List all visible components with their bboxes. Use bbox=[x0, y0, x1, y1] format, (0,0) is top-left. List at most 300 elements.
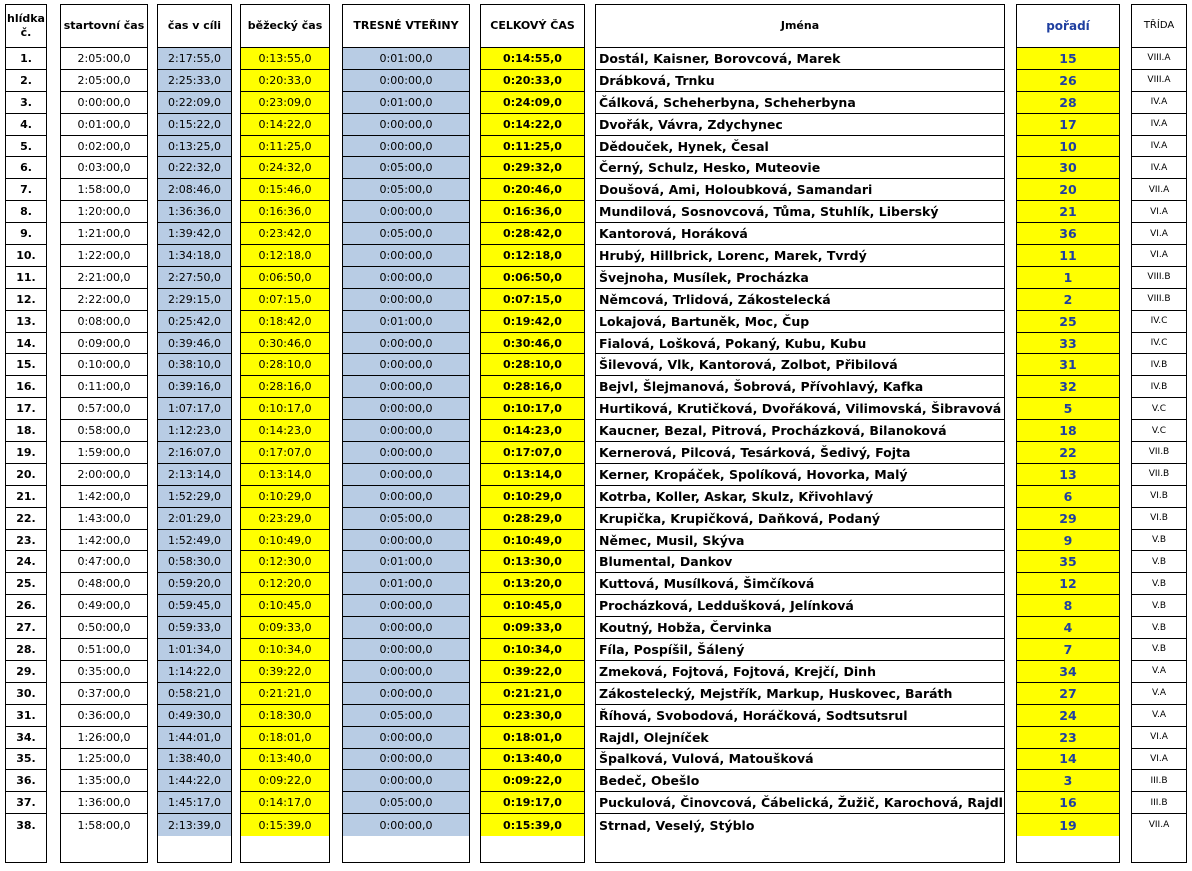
table-cell: 11 bbox=[1017, 245, 1119, 267]
table-cell: Kotrba, Koller, Askar, Skulz, Křivohlavý bbox=[596, 486, 1004, 508]
table-cell: 2:13:39,0 bbox=[158, 814, 231, 836]
table-cell: VIII.A bbox=[1132, 48, 1186, 70]
table-cell: 0:01:00,0 bbox=[343, 311, 469, 333]
table-cell: 0:13:14,0 bbox=[481, 464, 584, 486]
table-cell: VI.B bbox=[1132, 486, 1186, 508]
table-cell: 28. bbox=[6, 639, 46, 661]
table-cell: 4 bbox=[1017, 617, 1119, 639]
table-cell: 0:28:16,0 bbox=[241, 376, 329, 398]
table-cell: Hrubý, Hillbrick, Lorenc, Marek, Tvrdý bbox=[596, 245, 1004, 267]
table-cell: 0:23:29,0 bbox=[241, 508, 329, 530]
table-cell: 0:10:29,0 bbox=[241, 486, 329, 508]
table-cell: IV.A bbox=[1132, 136, 1186, 158]
table-cell: 38. bbox=[16, 818, 36, 832]
table-cell: Doušová, Ami, Holoubková, Samandari bbox=[596, 179, 1004, 201]
table-cell: 1:42:00,0 bbox=[61, 530, 147, 552]
table-cell: 1:43:00,0 bbox=[61, 508, 147, 530]
table-cell: 1:36:00,0 bbox=[61, 792, 147, 814]
table-cell: VI.A bbox=[1132, 727, 1186, 749]
table-cell: 0:23:42,0 bbox=[241, 223, 329, 245]
table-cell: 36 bbox=[1017, 223, 1119, 245]
table-cell: 30. bbox=[6, 683, 46, 705]
table-cell: 0:00:00,0 bbox=[343, 486, 469, 508]
table-cell: 2:25:33,0 bbox=[158, 70, 231, 92]
table-cell: Mundilová, Sosnovcová, Tůma, Stuhlík, Liberský bbox=[596, 201, 1004, 223]
table-cell: Koutný, Hobža, Červinka bbox=[596, 617, 1004, 639]
table-cell: Fíla, Pospíšil, Šálený bbox=[596, 639, 1004, 661]
table-cell: 1:52:29,0 bbox=[158, 486, 231, 508]
table-cell: 0:00:00,0 bbox=[343, 661, 469, 683]
table-cell: 27 bbox=[1017, 683, 1119, 705]
table-cell: 0:06:50,0 bbox=[481, 267, 584, 289]
table-cell: 0:18:30,0 bbox=[241, 705, 329, 727]
table-cell: 0:00:00,0 bbox=[343, 136, 469, 158]
table-cell: 0:05:00,0 bbox=[343, 705, 469, 727]
table-cell: 18. bbox=[6, 420, 46, 442]
table-cell: IV.A bbox=[1132, 114, 1186, 136]
table-cell: 0:18:42,0 bbox=[241, 311, 329, 333]
table-cell: 17 bbox=[1017, 114, 1119, 136]
table-cell: Švejnoha, Musílek, Procházka bbox=[596, 267, 1004, 289]
table-cell: 20. bbox=[6, 464, 46, 486]
table-cell: Černý, Schulz, Hesko, Muteovie bbox=[596, 157, 1004, 179]
table-cell: 0:18:01,0 bbox=[481, 727, 584, 749]
table-cell: VIII.A bbox=[1132, 70, 1186, 92]
table-cell: 2:29:15,0 bbox=[158, 289, 231, 311]
table-cell: 34 bbox=[1017, 661, 1119, 683]
table-cell: 6 bbox=[1017, 486, 1119, 508]
table-cell: 1:58:00,0 bbox=[77, 818, 131, 832]
table-cell: 0:13:20,0 bbox=[481, 573, 584, 595]
table-cell: Špalková, Vulová, Matoušková bbox=[596, 749, 1004, 771]
table-cell: 0:00:00,0 bbox=[343, 376, 469, 398]
column-jmena bbox=[595, 4, 1005, 863]
table-cell: V.B bbox=[1132, 639, 1186, 661]
table-cell: VII.B bbox=[1132, 464, 1186, 486]
table-cell: 1:25:00,0 bbox=[61, 749, 147, 771]
header-tresne: TRESNÉ VTEŘINY bbox=[343, 5, 469, 48]
table-cell: 0:09:22,0 bbox=[481, 770, 584, 792]
table-cell: 0:23:30,0 bbox=[481, 705, 584, 727]
table-cell: 7 bbox=[1017, 639, 1119, 661]
table-cell: 0:59:45,0 bbox=[158, 595, 231, 617]
table-cell: 18 bbox=[1017, 420, 1119, 442]
table-cell: Dědouček, Hynek, Česal bbox=[596, 136, 1004, 158]
table-cell: 28 bbox=[1017, 92, 1119, 114]
table-cell: 0:00:00,0 bbox=[343, 267, 469, 289]
table-cell: Rajdl, Olejníček bbox=[596, 727, 1004, 749]
table-cell: 0:00:00,0 bbox=[343, 70, 469, 92]
rows-hlidka bbox=[6, 48, 46, 836]
table-cell: Fialová, Lošková, Pokaný, Kubu, Kubu bbox=[596, 333, 1004, 355]
table-cell: 0:00:00,0 bbox=[343, 333, 469, 355]
table-cell: 0:17:07,0 bbox=[481, 442, 584, 464]
table-cell: Bejvl, Šlejmanová, Šobrová, Přívohlavý, Kafka bbox=[596, 376, 1004, 398]
table-cell: 6. bbox=[6, 157, 46, 179]
table-cell: 2:05:00,0 bbox=[61, 48, 147, 70]
table-cell: 13. bbox=[6, 311, 46, 333]
table-cell: 0:49:00,0 bbox=[61, 595, 147, 617]
header-bezecky: běžecký čas bbox=[241, 5, 329, 48]
table-cell: VI.A bbox=[1132, 749, 1186, 771]
table-cell: 0:59:33,0 bbox=[158, 617, 231, 639]
table-cell: 1:20:00,0 bbox=[61, 201, 147, 223]
table-cell: 0:11:25,0 bbox=[241, 136, 329, 158]
table-cell: 0:00:00,0 bbox=[61, 92, 147, 114]
table-cell: 0:13:25,0 bbox=[158, 136, 231, 158]
table-cell: VI.B bbox=[1132, 508, 1186, 530]
table-cell: 0:01:00,0 bbox=[343, 92, 469, 114]
table-cell: 0:06:50,0 bbox=[241, 267, 329, 289]
table-cell: 1:12:23,0 bbox=[158, 420, 231, 442]
table-cell: 0:13:40,0 bbox=[241, 749, 329, 771]
table-cell: 2:21:00,0 bbox=[61, 267, 147, 289]
table-cell: 25 bbox=[1017, 311, 1119, 333]
table-cell: 0:10:49,0 bbox=[241, 530, 329, 552]
table-cell: 0:00:00,0 bbox=[343, 617, 469, 639]
table-cell: 0:20:33,0 bbox=[241, 70, 329, 92]
table-cell: 8 bbox=[1017, 595, 1119, 617]
table-cell: 0:22:09,0 bbox=[158, 92, 231, 114]
table-cell: 19 bbox=[1017, 814, 1119, 836]
table-cell: 1:38:40,0 bbox=[158, 749, 231, 771]
table-cell: 32 bbox=[1017, 376, 1119, 398]
table-cell: 0:57:00,0 bbox=[61, 398, 147, 420]
column-trida bbox=[1131, 4, 1187, 863]
table-cell: 23 bbox=[1017, 727, 1119, 749]
table-cell: 1:26:00,0 bbox=[61, 727, 147, 749]
table-cell: 0:14:55,0 bbox=[481, 48, 584, 70]
table-cell: V.B bbox=[1132, 573, 1186, 595]
table-cell: 0:10:45,0 bbox=[481, 595, 584, 617]
table-cell: 35. bbox=[6, 749, 46, 771]
table-cell: VIII.B bbox=[1132, 289, 1186, 311]
column-hlidka bbox=[5, 4, 47, 863]
table-cell: 8. bbox=[6, 201, 46, 223]
table-cell: 16. bbox=[6, 376, 46, 398]
header-poradi: pořadí bbox=[1017, 5, 1119, 48]
table-cell: 5. bbox=[6, 136, 46, 158]
table-cell: 0:28:42,0 bbox=[481, 223, 584, 245]
table-cell: 0:11:00,0 bbox=[61, 376, 147, 398]
table-cell: 1. bbox=[6, 48, 46, 70]
table-cell: 1:42:00,0 bbox=[61, 486, 147, 508]
table-cell: 0:01:00,0 bbox=[343, 551, 469, 573]
table-cell: 0:18:01,0 bbox=[241, 727, 329, 749]
table-cell: Dostál, Kaisner, Borovcová, Marek bbox=[596, 48, 1004, 70]
table-cell: 37. bbox=[6, 792, 46, 814]
table-cell: III.B bbox=[1132, 770, 1186, 792]
table-cell: 0:09:33,0 bbox=[481, 617, 584, 639]
table-cell: 0:00:00,0 bbox=[343, 354, 469, 376]
table-cell: 0:15:39,0 bbox=[481, 814, 584, 836]
table-cell: 7. bbox=[6, 179, 46, 201]
table-cell: Kerner, Kropáček, Spolíková, Hovorka, Malý bbox=[596, 464, 1004, 486]
table-cell: 25. bbox=[6, 573, 46, 595]
table-cell: 0:00:00,0 bbox=[343, 201, 469, 223]
table-cell: 12 bbox=[1017, 573, 1119, 595]
table-cell: 0:10:29,0 bbox=[481, 486, 584, 508]
table-cell: 0:39:46,0 bbox=[158, 333, 231, 355]
table-cell: 0:14:23,0 bbox=[241, 420, 329, 442]
table-cell: 36. bbox=[6, 770, 46, 792]
table-cell: VI.A bbox=[1132, 223, 1186, 245]
table-cell: 0:16:36,0 bbox=[241, 201, 329, 223]
table-cell: 0:30:46,0 bbox=[241, 333, 329, 355]
table-cell: 2. bbox=[6, 70, 46, 92]
table-cell: 0:15:46,0 bbox=[241, 179, 329, 201]
table-cell: 10. bbox=[6, 245, 46, 267]
rows-cil bbox=[158, 48, 231, 836]
table-cell: 0:14:17,0 bbox=[241, 792, 329, 814]
table-cell: IV.A bbox=[1132, 157, 1186, 179]
table-cell: 0:00:00,0 bbox=[343, 727, 469, 749]
table-cell: 0:58:30,0 bbox=[158, 551, 231, 573]
table-cell: V.B bbox=[1132, 551, 1186, 573]
table-cell: 0:19:17,0 bbox=[481, 792, 584, 814]
table-cell: 0:00:00,0 bbox=[343, 114, 469, 136]
table-cell: 0:00:00,0 bbox=[343, 464, 469, 486]
table-cell: 0:10:49,0 bbox=[481, 530, 584, 552]
table-cell: VI.A bbox=[1132, 245, 1186, 267]
table-cell: 1:44:22,0 bbox=[158, 770, 231, 792]
table-cell: 0:20:46,0 bbox=[481, 179, 584, 201]
table-cell: 0:12:18,0 bbox=[241, 245, 329, 267]
table-cell: III.B bbox=[1132, 792, 1186, 814]
table-cell: 3. bbox=[6, 92, 46, 114]
table-cell: 1:01:34,0 bbox=[158, 639, 231, 661]
table-cell: 0:00:00,0 bbox=[343, 639, 469, 661]
table-cell: 0:21:21,0 bbox=[481, 683, 584, 705]
table-cell: 0:00:00,0 bbox=[343, 595, 469, 617]
table-cell: 0:00:00,0 bbox=[343, 683, 469, 705]
table-cell: 0:13:40,0 bbox=[481, 749, 584, 771]
table-cell: IV.B bbox=[1132, 376, 1186, 398]
table-cell: Dvořák, Vávra, Zdychynec bbox=[596, 114, 1004, 136]
table-cell: Puckulová, Činovcová, Čábelická, Žužič, Karochová, Rajdl bbox=[596, 792, 1004, 814]
table-cell: 0:05:00,0 bbox=[343, 157, 469, 179]
table-cell: V.C bbox=[1132, 398, 1186, 420]
table-cell: 0:47:00,0 bbox=[61, 551, 147, 573]
table-cell: Kaucner, Bezal, Pitrová, Procházková, Bilanoková bbox=[596, 420, 1004, 442]
table-cell: 0:05:00,0 bbox=[343, 792, 469, 814]
table-cell: 4. bbox=[6, 114, 46, 136]
table-cell: 1:45:17,0 bbox=[158, 792, 231, 814]
table-cell: 0:36:00,0 bbox=[61, 705, 147, 727]
table-cell: 0:03:00,0 bbox=[61, 157, 147, 179]
table-cell: 0:59:20,0 bbox=[158, 573, 231, 595]
table-cell: 0:13:14,0 bbox=[241, 464, 329, 486]
table-cell: 0:35:00,0 bbox=[61, 661, 147, 683]
table-cell: IV.A bbox=[1132, 92, 1186, 114]
table-cell: 26 bbox=[1017, 70, 1119, 92]
table-cell: 0:49:30,0 bbox=[158, 705, 231, 727]
table-cell: 0:02:00,0 bbox=[61, 136, 147, 158]
table-cell: Bedeč, Obešlo bbox=[596, 770, 1004, 792]
table-cell: 1:58:00,0 bbox=[61, 179, 147, 201]
table-cell: IV.B bbox=[1132, 354, 1186, 376]
table-cell: 0:01:00,0 bbox=[61, 114, 147, 136]
column-tresne bbox=[342, 4, 470, 863]
table-cell: 0:58:21,0 bbox=[158, 683, 231, 705]
table-cell: 0:28:10,0 bbox=[481, 354, 584, 376]
table-cell: 0:15:22,0 bbox=[158, 114, 231, 136]
table-cell: 2:17:55,0 bbox=[158, 48, 231, 70]
table-cell: 0:12:20,0 bbox=[241, 573, 329, 595]
table-cell: 0:14:23,0 bbox=[481, 420, 584, 442]
table-cell: 16 bbox=[1017, 792, 1119, 814]
table-cell: VII.B bbox=[1132, 442, 1186, 464]
table-cell: 0:11:25,0 bbox=[481, 136, 584, 158]
table-cell: 0:39:22,0 bbox=[241, 661, 329, 683]
table-cell: 0:09:22,0 bbox=[241, 770, 329, 792]
table-cell: 0:00:00,0 bbox=[343, 289, 469, 311]
table-cell: 30 bbox=[1017, 157, 1119, 179]
table-cell: 20 bbox=[1017, 179, 1119, 201]
table-cell: V.A bbox=[1132, 683, 1186, 705]
table-cell: 1:44:01,0 bbox=[158, 727, 231, 749]
table-cell: 2:22:00,0 bbox=[61, 289, 147, 311]
table-cell: 1:35:00,0 bbox=[61, 770, 147, 792]
table-cell: 0:07:15,0 bbox=[481, 289, 584, 311]
table-cell: 24 bbox=[1017, 705, 1119, 727]
table-cell: Hurtiková, Krutičková, Dvořáková, Vilimovská, Šibravová bbox=[596, 398, 1004, 420]
table-cell: 2:01:29,0 bbox=[158, 508, 231, 530]
table-cell: 0:24:09,0 bbox=[481, 92, 584, 114]
table-cell: 0:28:29,0 bbox=[481, 508, 584, 530]
rows-jmena bbox=[596, 48, 1004, 836]
table-cell: 0:07:15,0 bbox=[241, 289, 329, 311]
table-cell: 2 bbox=[1017, 289, 1119, 311]
table-cell: 0:17:07,0 bbox=[241, 442, 329, 464]
table-cell: 0:39:16,0 bbox=[158, 376, 231, 398]
table-cell: 0:39:22,0 bbox=[481, 661, 584, 683]
table-cell: V.B bbox=[1132, 617, 1186, 639]
table-cell: 13 bbox=[1017, 464, 1119, 486]
table-cell: 2:16:07,0 bbox=[158, 442, 231, 464]
table-cell: 1 bbox=[1017, 267, 1119, 289]
rows-trida bbox=[1132, 48, 1186, 836]
table-cell: V.C bbox=[1132, 420, 1186, 442]
table-cell: 21 bbox=[1017, 201, 1119, 223]
table-cell: 17. bbox=[6, 398, 46, 420]
header-cil: čas v cíli bbox=[158, 5, 231, 48]
table-cell: Zákostelecký, Mejstřík, Markup, Huskovec, Baráth bbox=[596, 683, 1004, 705]
table-cell: 0:09:00,0 bbox=[61, 333, 147, 355]
table-cell: 0:38:10,0 bbox=[158, 354, 231, 376]
table-cell: 1:22:00,0 bbox=[61, 245, 147, 267]
rows-start bbox=[61, 48, 147, 836]
table-cell: 27. bbox=[6, 617, 46, 639]
table-cell: 0:10:17,0 bbox=[481, 398, 584, 420]
table-cell: 2:00:00,0 bbox=[61, 464, 147, 486]
table-cell: 1:52:49,0 bbox=[158, 530, 231, 552]
table-cell: IV.C bbox=[1132, 311, 1186, 333]
table-cell: 14. bbox=[6, 333, 46, 355]
table-cell: 11. bbox=[6, 267, 46, 289]
table-cell: 0:10:17,0 bbox=[241, 398, 329, 420]
table-cell: 12. bbox=[6, 289, 46, 311]
table-cell: 0:24:32,0 bbox=[241, 157, 329, 179]
table-cell: 0:10:45,0 bbox=[241, 595, 329, 617]
table-cell: 5 bbox=[1017, 398, 1119, 420]
table-cell: 34. bbox=[6, 727, 46, 749]
table-cell: Čálková, Scheherbyna, Scheherbyna bbox=[596, 92, 1004, 114]
table-cell: 0:00:00,0 bbox=[343, 442, 469, 464]
table-cell: 0:12:30,0 bbox=[241, 551, 329, 573]
table-cell: 19. bbox=[6, 442, 46, 464]
table-cell: 0:28:10,0 bbox=[241, 354, 329, 376]
table-cell: 0:00:00,0 bbox=[343, 420, 469, 442]
table-cell: Němec, Musil, Skýva bbox=[596, 530, 1004, 552]
table-cell: Kuttová, Musílková, Šimčíková bbox=[596, 573, 1004, 595]
column-celkovy bbox=[480, 4, 585, 863]
table-cell: 15 bbox=[1017, 48, 1119, 70]
table-cell: 0:50:00,0 bbox=[61, 617, 147, 639]
table-cell: 0:16:36,0 bbox=[481, 201, 584, 223]
table-cell: 0:10:00,0 bbox=[61, 354, 147, 376]
table-cell: V.A bbox=[1132, 661, 1186, 683]
table-cell: 1:21:00,0 bbox=[61, 223, 147, 245]
table-cell: 0:12:18,0 bbox=[481, 245, 584, 267]
table-cell: V.A bbox=[1132, 705, 1186, 727]
table-cell: 0:13:30,0 bbox=[481, 551, 584, 573]
table-cell: 9. bbox=[6, 223, 46, 245]
table-cell: VII.A bbox=[1148, 820, 1170, 831]
table-cell: 0:30:46,0 bbox=[481, 333, 584, 355]
table-cell: 0:05:00,0 bbox=[343, 508, 469, 530]
table-cell: 1:39:42,0 bbox=[158, 223, 231, 245]
table-cell: Procházková, Leddušková, Jelínková bbox=[596, 595, 1004, 617]
table-cell: Němcová, Trlidová, Zákostelecká bbox=[596, 289, 1004, 311]
table-cell: Kantorová, Horáková bbox=[596, 223, 1004, 245]
table-cell: 0:00:00,0 bbox=[343, 245, 469, 267]
table-cell: 0:10:34,0 bbox=[481, 639, 584, 661]
table-cell: 22. bbox=[6, 508, 46, 530]
table-cell: Krupička, Krupičková, Daňková, Podaný bbox=[596, 508, 1004, 530]
rows-celkovy bbox=[481, 48, 584, 836]
table-cell: 3 bbox=[1017, 770, 1119, 792]
table-cell: Strnad, Veselý, Stýblo bbox=[599, 817, 755, 833]
table-cell: 0:14:22,0 bbox=[481, 114, 584, 136]
table-cell: VII.A bbox=[1132, 179, 1186, 201]
table-cell: Zmeková, Fojtová, Fojtová, Krejčí, Dinh bbox=[596, 661, 1004, 683]
column-start bbox=[60, 4, 148, 863]
table-cell: 0:08:00,0 bbox=[61, 311, 147, 333]
rows-bezecky bbox=[241, 48, 329, 836]
table-cell: 1:36:36,0 bbox=[158, 201, 231, 223]
table-cell: 0:09:33,0 bbox=[241, 617, 329, 639]
table-cell: 0:13:55,0 bbox=[241, 48, 329, 70]
table-cell: Šilevová, Vlk, Kantorová, Zolbot, Přibilová bbox=[596, 354, 1004, 376]
table-cell: 23. bbox=[6, 530, 46, 552]
table-cell: 0:14:22,0 bbox=[241, 114, 329, 136]
table-cell: 0:37:00,0 bbox=[61, 683, 147, 705]
rows-poradi bbox=[1017, 48, 1119, 836]
table-cell: V.B bbox=[1132, 530, 1186, 552]
table-cell: 35 bbox=[1017, 551, 1119, 573]
table-cell: 10 bbox=[1017, 136, 1119, 158]
table-cell: 1:34:18,0 bbox=[158, 245, 231, 267]
table-cell: 0:05:00,0 bbox=[343, 223, 469, 245]
table-cell: 24. bbox=[6, 551, 46, 573]
table-cell: 31 bbox=[1017, 354, 1119, 376]
header-trida: TŘÍDA bbox=[1132, 5, 1186, 48]
rows-tresne bbox=[343, 48, 469, 836]
table-cell: 0:48:00,0 bbox=[61, 573, 147, 595]
table-cell: 22 bbox=[1017, 442, 1119, 464]
table-cell: 0:10:34,0 bbox=[241, 639, 329, 661]
